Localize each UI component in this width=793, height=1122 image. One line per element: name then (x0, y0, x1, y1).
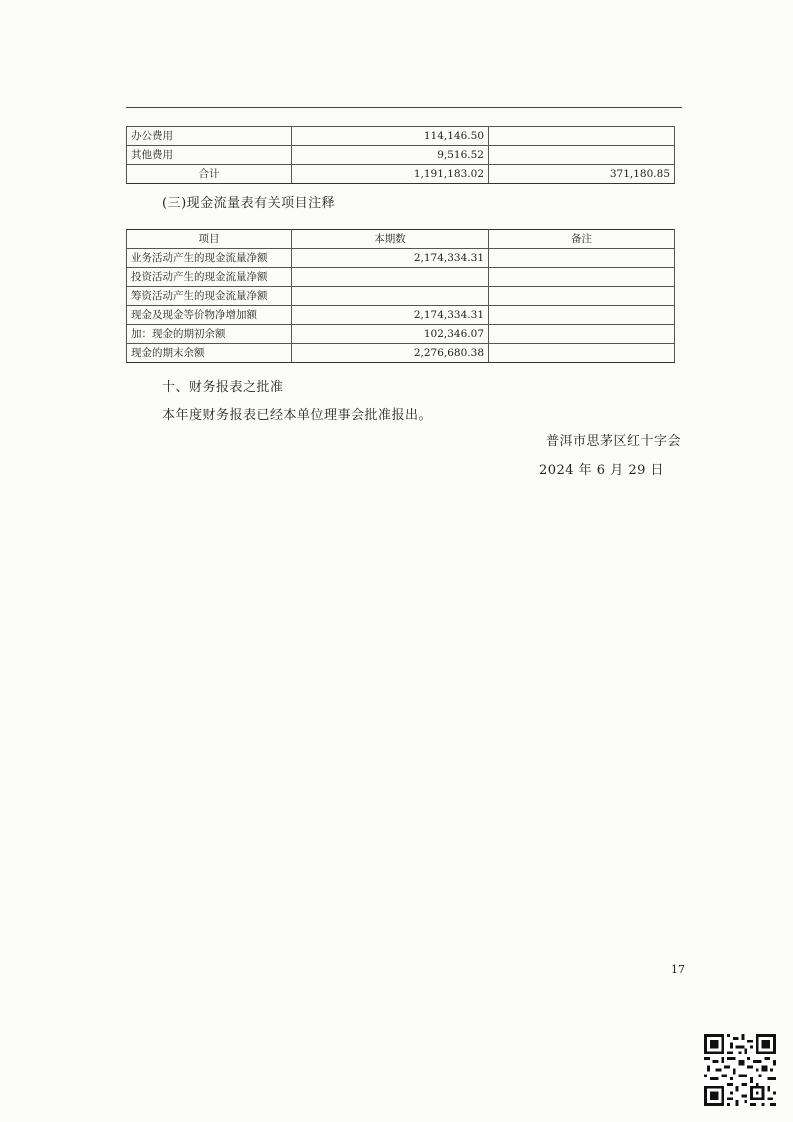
row-current (292, 268, 489, 287)
table-row (127, 325, 675, 344)
row-note (489, 344, 675, 363)
row-current (292, 287, 489, 306)
table-row (127, 344, 675, 363)
total-other: 371,180.85 (489, 165, 675, 184)
row-other (489, 146, 675, 165)
row-item: 业务活动产生的现金流量净额 (127, 249, 292, 268)
total-amount: 1,191,183.02 (292, 165, 489, 184)
header-rule (126, 107, 682, 108)
section-title: (三)现金流量表有关项目注释 (162, 196, 336, 211)
table-row (127, 127, 675, 146)
header-current: 本期数 (292, 230, 489, 249)
expense-table (126, 126, 675, 184)
row-item: 投资活动产生的现金流量净额 (127, 268, 292, 287)
signature-date: 2024 年 6 月 29 日 (538, 463, 664, 478)
row-current: 2,276,680.38 (292, 344, 489, 363)
qr-code-icon (704, 1034, 776, 1106)
approval-text: 本年度财务报表已经本单位理事会批准报出。 (162, 408, 433, 423)
row-current: 2,174,334.31 (292, 249, 489, 268)
table-row (127, 306, 675, 325)
row-item: 现金的期末余额 (127, 344, 292, 363)
table-row-total (127, 165, 675, 184)
row-item: 现金及现金等价物净增加额 (127, 306, 292, 325)
row-note (489, 249, 675, 268)
row-label: 其他费用 (127, 146, 292, 165)
header-note: 备注 (489, 230, 675, 249)
row-note (489, 325, 675, 344)
table-header-row (127, 230, 675, 249)
row-amount: 114,146.50 (292, 127, 489, 146)
table-row (127, 268, 675, 287)
row-item: 加：现金的期初余额 (127, 325, 292, 344)
row-amount: 9,516.52 (292, 146, 489, 165)
table-row (127, 249, 675, 268)
cashflow-table (126, 229, 675, 363)
row-current: 102,346.07 (292, 325, 489, 344)
header-item: 项目 (127, 230, 292, 249)
row-other (489, 127, 675, 146)
row-item: 筹资活动产生的现金流量净额 (127, 287, 292, 306)
row-label: 办公费用 (127, 127, 292, 146)
page-number: 17 (671, 963, 685, 976)
approval-heading: 十、财务报表之批准 (162, 380, 284, 395)
total-label: 合计 (127, 165, 292, 184)
table-row (127, 146, 675, 165)
row-note (489, 306, 675, 325)
table-row (127, 287, 675, 306)
organization-name: 普洱市思茅区红十字会 (545, 434, 681, 449)
row-current: 2,174,334.31 (292, 306, 489, 325)
row-note (489, 268, 675, 287)
row-note (489, 287, 675, 306)
